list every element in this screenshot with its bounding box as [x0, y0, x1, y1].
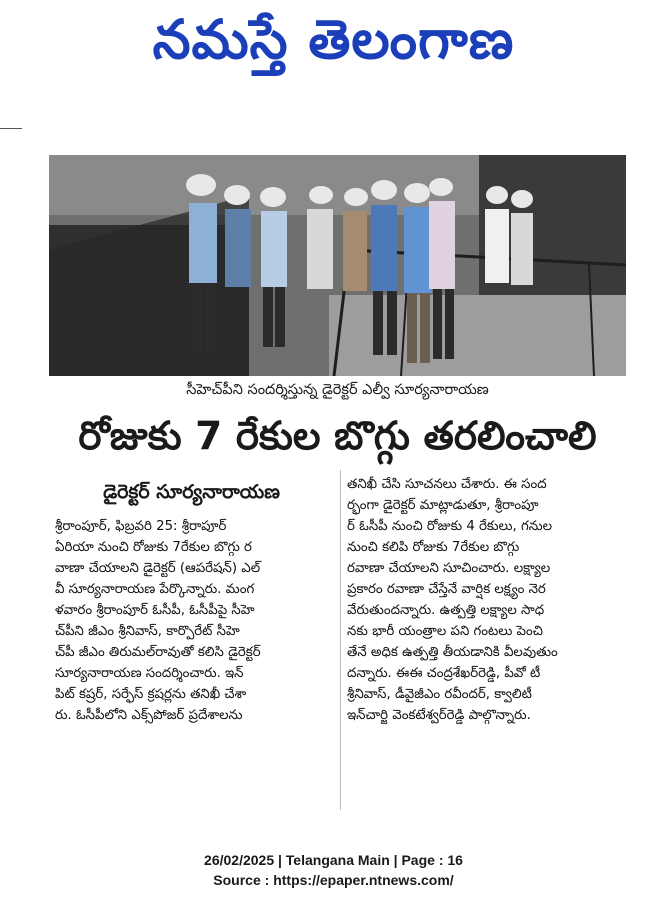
- text-line: వీ సూర్యనారాయణ పేర్కొన్నారు. మంగ: [55, 582, 255, 597]
- text-line: ఏరియా నుంచి రోజుకు 7రేకుల బొగ్గు ర: [55, 540, 252, 555]
- article-column-2: [347, 474, 629, 726]
- text-line: పిట్ కష్రర్, సర్ఫేస్ క్రషర్లను తనిఖీ చేశా: [55, 687, 247, 702]
- column-rule: [0, 128, 22, 869]
- text-line: వాణా చేయాలని డైరెక్టర్ (ఆపరేషన్) ఎల్: [55, 561, 261, 576]
- coal-handling-plant-photo: [49, 155, 626, 376]
- text-line: చ్‌పీ జీఎం తిరుమల్‌రావుతో కలిసి డైరెక్టర్: [55, 645, 261, 660]
- text-line: రవాణా చేయాలని సూచించారు. లక్ష్యాల: [347, 561, 551, 576]
- article-headline: రోజుకు 7 రేకుల బొగ్గు తరలించాలి: [78, 414, 597, 459]
- text-line: తనిఖీ చేసి సూచనలు చేశారు. ఈ సంద: [347, 477, 547, 492]
- page-footer: [0, 850, 667, 890]
- article-subheadline: డైరెక్టర్ సూర్యనారాయణ: [103, 481, 280, 503]
- text-line: తేనే అధిక ఉత్పత్తి తీయడానికి వీలవుతుం: [347, 645, 558, 660]
- text-line: రు. ఓసీపీలోని ఎక్స్‌పోజర్ ప్రదేశాలను: [55, 708, 243, 723]
- source-info: Source : https://epaper.ntnews.com/: [213, 872, 454, 888]
- text-line: ర్ ఓసీపీ నుంచి రోజుకు 4 రేకులు, గనుల: [347, 519, 553, 534]
- text-line: సూర్యనారాయణ సందర్శించారు. ఇన్: [55, 666, 244, 681]
- photo-caption: సీహెచ్‌పీని సందర్శిస్తున్న డైరెక్టర్ ఎల్వీ సూర్యనారాయణ: [186, 382, 489, 398]
- news-photo: [49, 155, 626, 376]
- newspaper-masthead: నమస్తే తెలంగాణ: [152, 7, 515, 71]
- text-line: నుంచి కలిపి రోజుకు 7రేకుల బొగ్గు: [347, 540, 520, 555]
- text-line: శ్రీనివాస్, డీవైజీఎం రవీందర్, క్వాలిటీ: [347, 687, 532, 702]
- column-divider: [340, 470, 341, 810]
- text-line: చ్‌పీని జీఎం శ్రీనివాస్, కార్పొరేట్ సీహె: [55, 624, 240, 639]
- text-line: ళవారం శ్రీరాంపూర్ ఓసీపీ, ఓసీపీపై సీహె: [55, 603, 255, 618]
- text-line: శ్రీరాంపూర్, ఫిబ్రవరి 25: శ్రీరాపూర్: [55, 519, 227, 534]
- article-column-1: [55, 516, 336, 726]
- text-line: నకు భారీ యంత్రాల పని గంటలు పెంచి: [347, 624, 543, 639]
- text-line: ర్భంగా డైరెక్టర్ మాట్లాడుతూ, శ్రీరాంపూ: [347, 498, 539, 513]
- text-line: ఇన్‌చార్జి వెంకటేశ్వర్‌రెడ్డి పాల్గొన్నారు.: [347, 708, 531, 723]
- text-line: ప్రకారం రవాణా చేస్తేనే వార్షిక లక్ష్యం నెర: [347, 582, 546, 597]
- text-line: వేరుతుందన్నారు. ఉత్పత్తి లక్ష్యాల సాధ: [347, 603, 545, 618]
- edition-info: 26/02/2025 | Telangana Main | Page : 16: [204, 852, 463, 868]
- cut-off-text-strip: [0, 96, 667, 110]
- text-line: దన్నారు. ఈఈ చంద్రశేఖర్‌రెడ్డి, పీవో టీ: [347, 666, 541, 681]
